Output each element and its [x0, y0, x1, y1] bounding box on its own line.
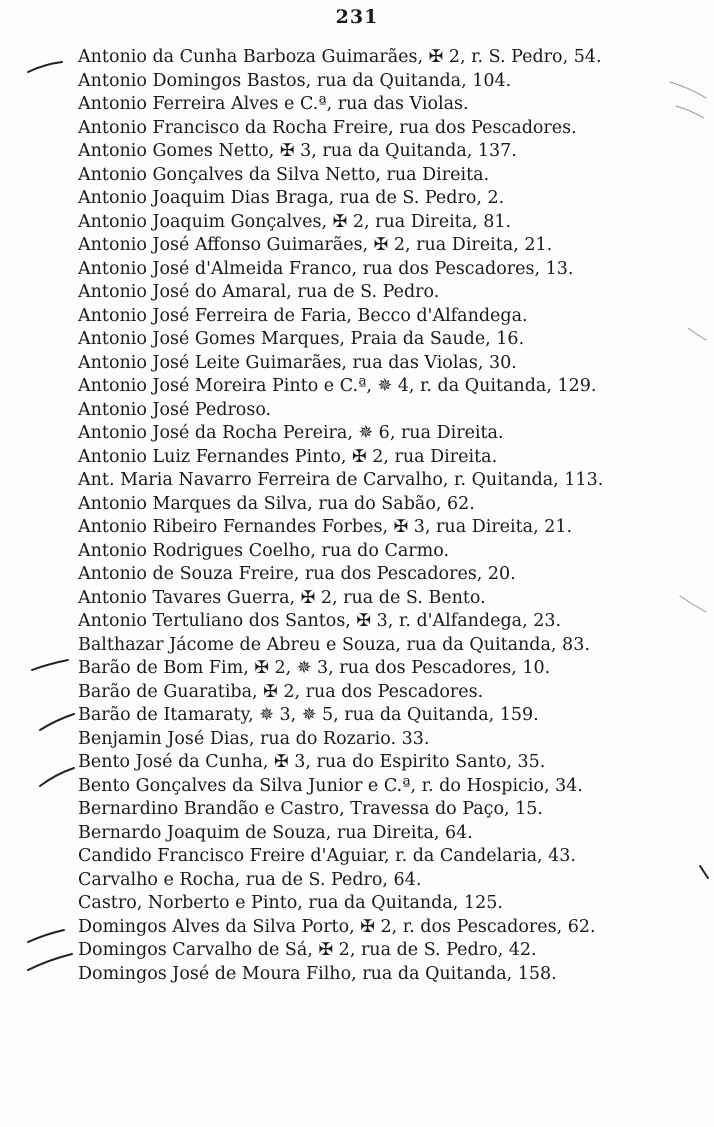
- pencil-mark: [700, 866, 708, 878]
- directory-entry: Carvalho e Rocha, rua de S. Pedro, 64.: [78, 869, 422, 890]
- page-number: 231: [335, 6, 379, 28]
- directory-entry: Antonio Ribeiro Fernandes Forbes, ✠ 3, rua Direita, 21.: [78, 517, 573, 537]
- directory-entry: Bernardino Brandão e Castro, Travessa do Paço, 15.: [78, 799, 543, 819]
- pencil-mark: [688, 328, 706, 340]
- directory-entry: Antonio José da Rocha Pereira, ✵ 6, rua Direita.: [78, 423, 504, 443]
- directory-entry: Bernardo Joaquim de Souza, rua Direita, 64.: [78, 822, 473, 843]
- directory-entry: Antonio de Souza Freire, rua dos Pescadores, 20.: [78, 564, 516, 584]
- directory-entry: Antonio Marques da Silva, rua do Sabão, 62.: [78, 493, 475, 514]
- directory-entry: Barão de Bom Fim, ✠ 2, ✵ 3, rua dos Pescadores, 10.: [78, 658, 551, 678]
- directory-entry: Castro, Norberto e Pinto, rua da Quitanda, 125.: [78, 893, 503, 913]
- directory-entry: Antonio Ferreira Alves e C.ª, rua das Violas.: [78, 94, 469, 114]
- directory-entry: Antonio José Ferreira de Faria, Becco d'Alfandega.: [78, 305, 528, 326]
- directory-entry: Antonio Rodrigues Coelho, rua do Carmo.: [78, 540, 450, 561]
- directory-entry: Antonio José Pedroso.: [78, 399, 272, 420]
- pencil-mark: [28, 930, 64, 942]
- directory-entry: Antonio José Affonso Guimarães, ✠ 2, rua Direita, 21.: [78, 235, 553, 255]
- directory-entries: [78, 46, 688, 986]
- directory-entry: Antonio José d'Almeida Franco, rua dos Pescadores, 13.: [78, 258, 574, 279]
- pencil-mark: [28, 954, 72, 970]
- directory-entry: Domingos José de Moura Filho, rua da Quitanda, 158.: [78, 963, 557, 984]
- directory-entry: Antonio Francisco da Rocha Freire, rua dos Pescadores.: [78, 117, 577, 138]
- pencil-mark: [40, 714, 74, 730]
- directory-entry: Candido Francisco Freire d'Aguiar, r. da Candelaria, 43.: [78, 846, 576, 866]
- directory-entry: Antonio Tertuliano dos Santos, ✠ 3, r. d'Alfandega, 23.: [78, 611, 562, 631]
- directory-entry: Antonio José Leite Guimarães, rua das Violas, 30.: [78, 352, 517, 373]
- pencil-mark: [40, 768, 74, 786]
- directory-entry: Bento Gonçalves da Silva Junior e C.ª, r. do Hospicio, 34.: [78, 775, 583, 796]
- pencil-mark: [28, 62, 62, 72]
- directory-entry: Antonio Domingos Bastos, rua da Quitanda, 104.: [78, 70, 512, 91]
- directory-entry: Antonio Tavares Guerra, ✠ 2, rua de S. Bento.: [78, 587, 486, 608]
- directory-entry: Balthazar Jácome de Abreu e Souza, rua da Quitanda, 83.: [78, 634, 590, 655]
- pencil-mark: [32, 660, 68, 670]
- directory-entry: Antonio Gonçalves da Silva Netto, rua Direita.: [78, 164, 490, 185]
- directory-entry: Antonio da Cunha Barboza Guimarães, ✠ 2, r. S. Pedro, 54.: [78, 47, 602, 67]
- directory-entry: Ant. Maria Navarro Ferreira de Carvalho, r. Quitanda, 113.: [78, 470, 604, 490]
- directory-entry: Barão de Guaratiba, ✠ 2, rua dos Pescadores.: [78, 681, 484, 702]
- directory-entry: Antonio Gomes Netto, ✠ 3, rua da Quitanda, 137.: [78, 141, 517, 161]
- directory-entry: Antonio Joaquim Gonçalves, ✠ 2, rua Direita, 81.: [78, 211, 512, 232]
- directory-entry: Barão de Itamaraty, ✵ 3, ✵ 5, rua da Quitanda, 159.: [78, 705, 539, 725]
- directory-entry: Antonio José Gomes Marques, Praia da Saude, 16.: [78, 329, 525, 349]
- directory-entry: Antonio Luiz Fernandes Pinto, ✠ 2, rua Direita.: [78, 446, 498, 467]
- directory-entry: Benjamin José Dias, rua do Rozario. 33.: [78, 728, 430, 749]
- directory-entry: Domingos Alves da Silva Porto, ✠ 2, r. dos Pescadores, 62.: [78, 916, 596, 937]
- directory-entry: Bento José da Cunha, ✠ 3, rua do Espirito Santo, 35.: [78, 752, 546, 772]
- directory-entry: Domingos Carvalho de Sá, ✠ 2, rua de S. Pedro, 42.: [78, 940, 537, 960]
- directory-entry: Antonio José do Amaral, rua de S. Pedro.: [78, 282, 440, 302]
- directory-entry: Antonio Joaquim Dias Braga, rua de S. Pedro, 2.: [78, 188, 505, 208]
- directory-entry: Antonio José Moreira Pinto e C.ª, ✵ 4, r. da Quitanda, 129.: [78, 376, 597, 396]
